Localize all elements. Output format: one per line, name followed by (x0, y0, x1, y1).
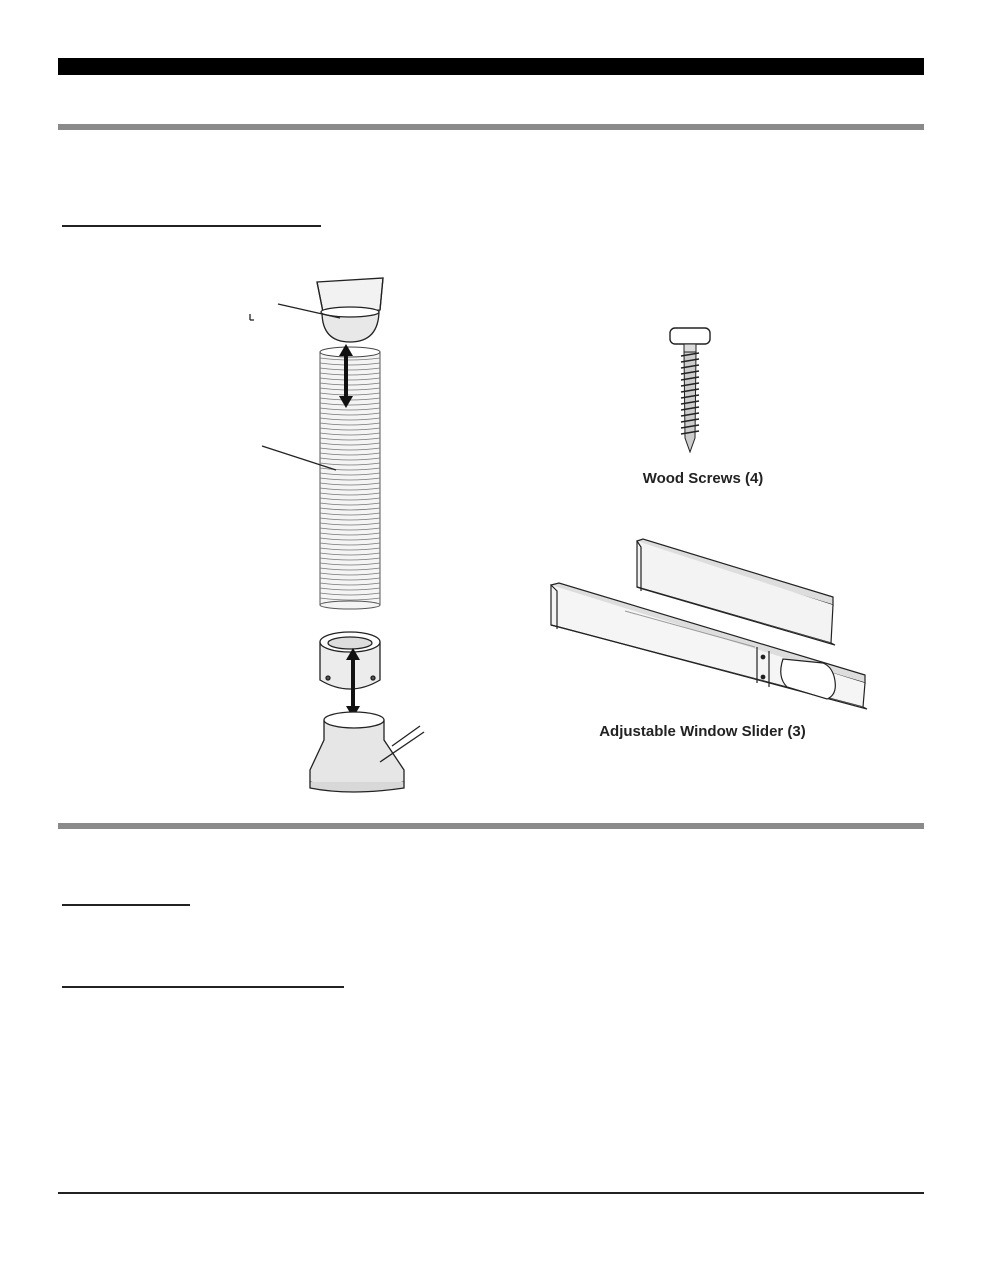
footer-rule (58, 1192, 924, 1194)
section-divider-middle (58, 823, 924, 829)
header-black-bar (58, 58, 924, 75)
section-divider-top (58, 124, 924, 130)
heading-underline-2 (62, 904, 190, 906)
hose-diagram (240, 270, 440, 800)
heading-underline-1 (62, 225, 321, 227)
screw-illustration (660, 326, 720, 456)
window-slider-label: Adjustable Window Slider (3) (599, 723, 806, 740)
heading-underline-3 (62, 986, 344, 988)
window-slider-illustration (545, 535, 875, 715)
wood-screws-label: Wood Screws (4) (642, 470, 764, 487)
